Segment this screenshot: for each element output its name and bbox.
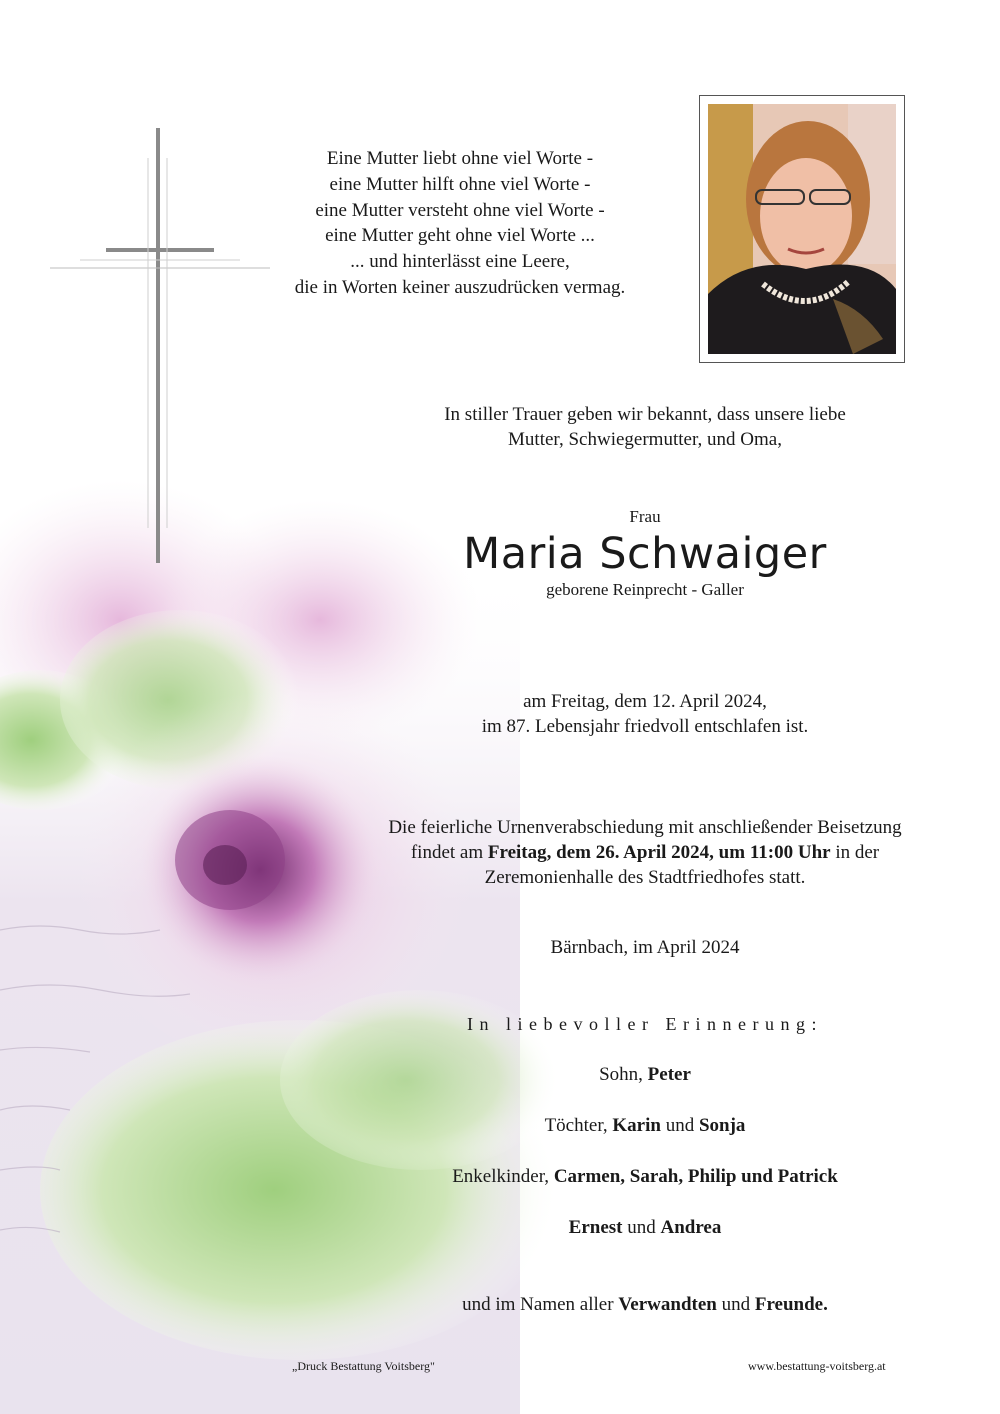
poem-line: eine Mutter versteht ohne viel Worte - [315, 199, 605, 221]
ceremony-text: in der [830, 842, 880, 863]
poem-line: eine Mutter hilft ohne viel Worte - [329, 173, 591, 195]
mourner-grandchildren [340, 1164, 950, 1189]
memory-heading: In liebevoller Erinnerung: [467, 1014, 823, 1034]
birth-name: geborene Reinprecht - Galler [546, 580, 744, 599]
place-date: Bärnbach, im April 2024 [550, 937, 740, 958]
ceremony-text: findet am [410, 842, 488, 863]
death-line: am Freitag, dem 12. April 2024, [523, 691, 767, 712]
poem-line: Eine Mutter liebt ohne viel Worte - [326, 148, 594, 169]
ceremony-line: Zeremonienhalle des Stadtfriedhofes statt. [484, 867, 806, 888]
portrait-photo [699, 95, 905, 363]
mourner-son [340, 1062, 950, 1087]
death-line: im 87. Lebensjahr friedvoll entschlafen ist. [481, 716, 809, 737]
mourner-label: Sohn, [599, 1064, 648, 1085]
ceremony-line [340, 840, 950, 865]
mourner-others [340, 1215, 950, 1240]
mourner-name: Ernest [568, 1217, 623, 1238]
mourner-name: Carmen, Sarah, Philip und Patrick [553, 1166, 838, 1187]
poem-line: die in Worten keiner auszudrücken vermag. [294, 276, 626, 298]
closing-name: Freunde. [754, 1294, 828, 1315]
deceased-block [340, 504, 950, 601]
announcement-line: In stiller Trauer geben wir bekannt, dass unsere liebe [444, 404, 846, 425]
poem [270, 146, 650, 301]
salutation: Frau [629, 507, 661, 526]
closing-line [340, 1292, 950, 1317]
ceremony-info [340, 815, 950, 890]
poem-line: ... und hinterlässt eine Leere, [350, 251, 570, 273]
cross-icon [50, 128, 270, 563]
poem-line: eine Mutter geht ohne viel Worte ... [325, 225, 595, 247]
website-link[interactable]: www.bestattung-voitsberg.at [748, 1359, 886, 1373]
printer-credit: „Druck Bestattung Voitsberg" [292, 1359, 435, 1373]
mourner-name: Peter [647, 1064, 691, 1085]
mourner-label: Enkelkinder, [452, 1166, 554, 1187]
closing-text: und [716, 1294, 755, 1315]
closing-text: und im Namen aller [462, 1294, 619, 1315]
ceremony-line: Die feierliche Urnenverabschiedung mit anschließender Beisetzung [388, 817, 902, 838]
mourner-connector: und [660, 1115, 699, 1136]
ceremony-date: Freitag, dem 26. April 2024, um 11:00 Uhr [487, 842, 831, 863]
deceased-name: Maria Schwaiger [463, 529, 827, 579]
mourner-name: Sonja [698, 1115, 746, 1136]
mourner-name: Karin [612, 1115, 661, 1136]
mourner-connector: und [622, 1217, 661, 1238]
announcement [340, 402, 950, 452]
closing-name: Verwandten [618, 1294, 717, 1315]
mourner-daughters [340, 1113, 950, 1138]
death-notice [340, 689, 950, 739]
mourner-name: Andrea [660, 1217, 722, 1238]
portrait-image [708, 104, 896, 354]
mourner-label: Töchter, [544, 1115, 613, 1136]
announcement-line: Mutter, Schwiegermutter, und Oma, [508, 429, 782, 450]
